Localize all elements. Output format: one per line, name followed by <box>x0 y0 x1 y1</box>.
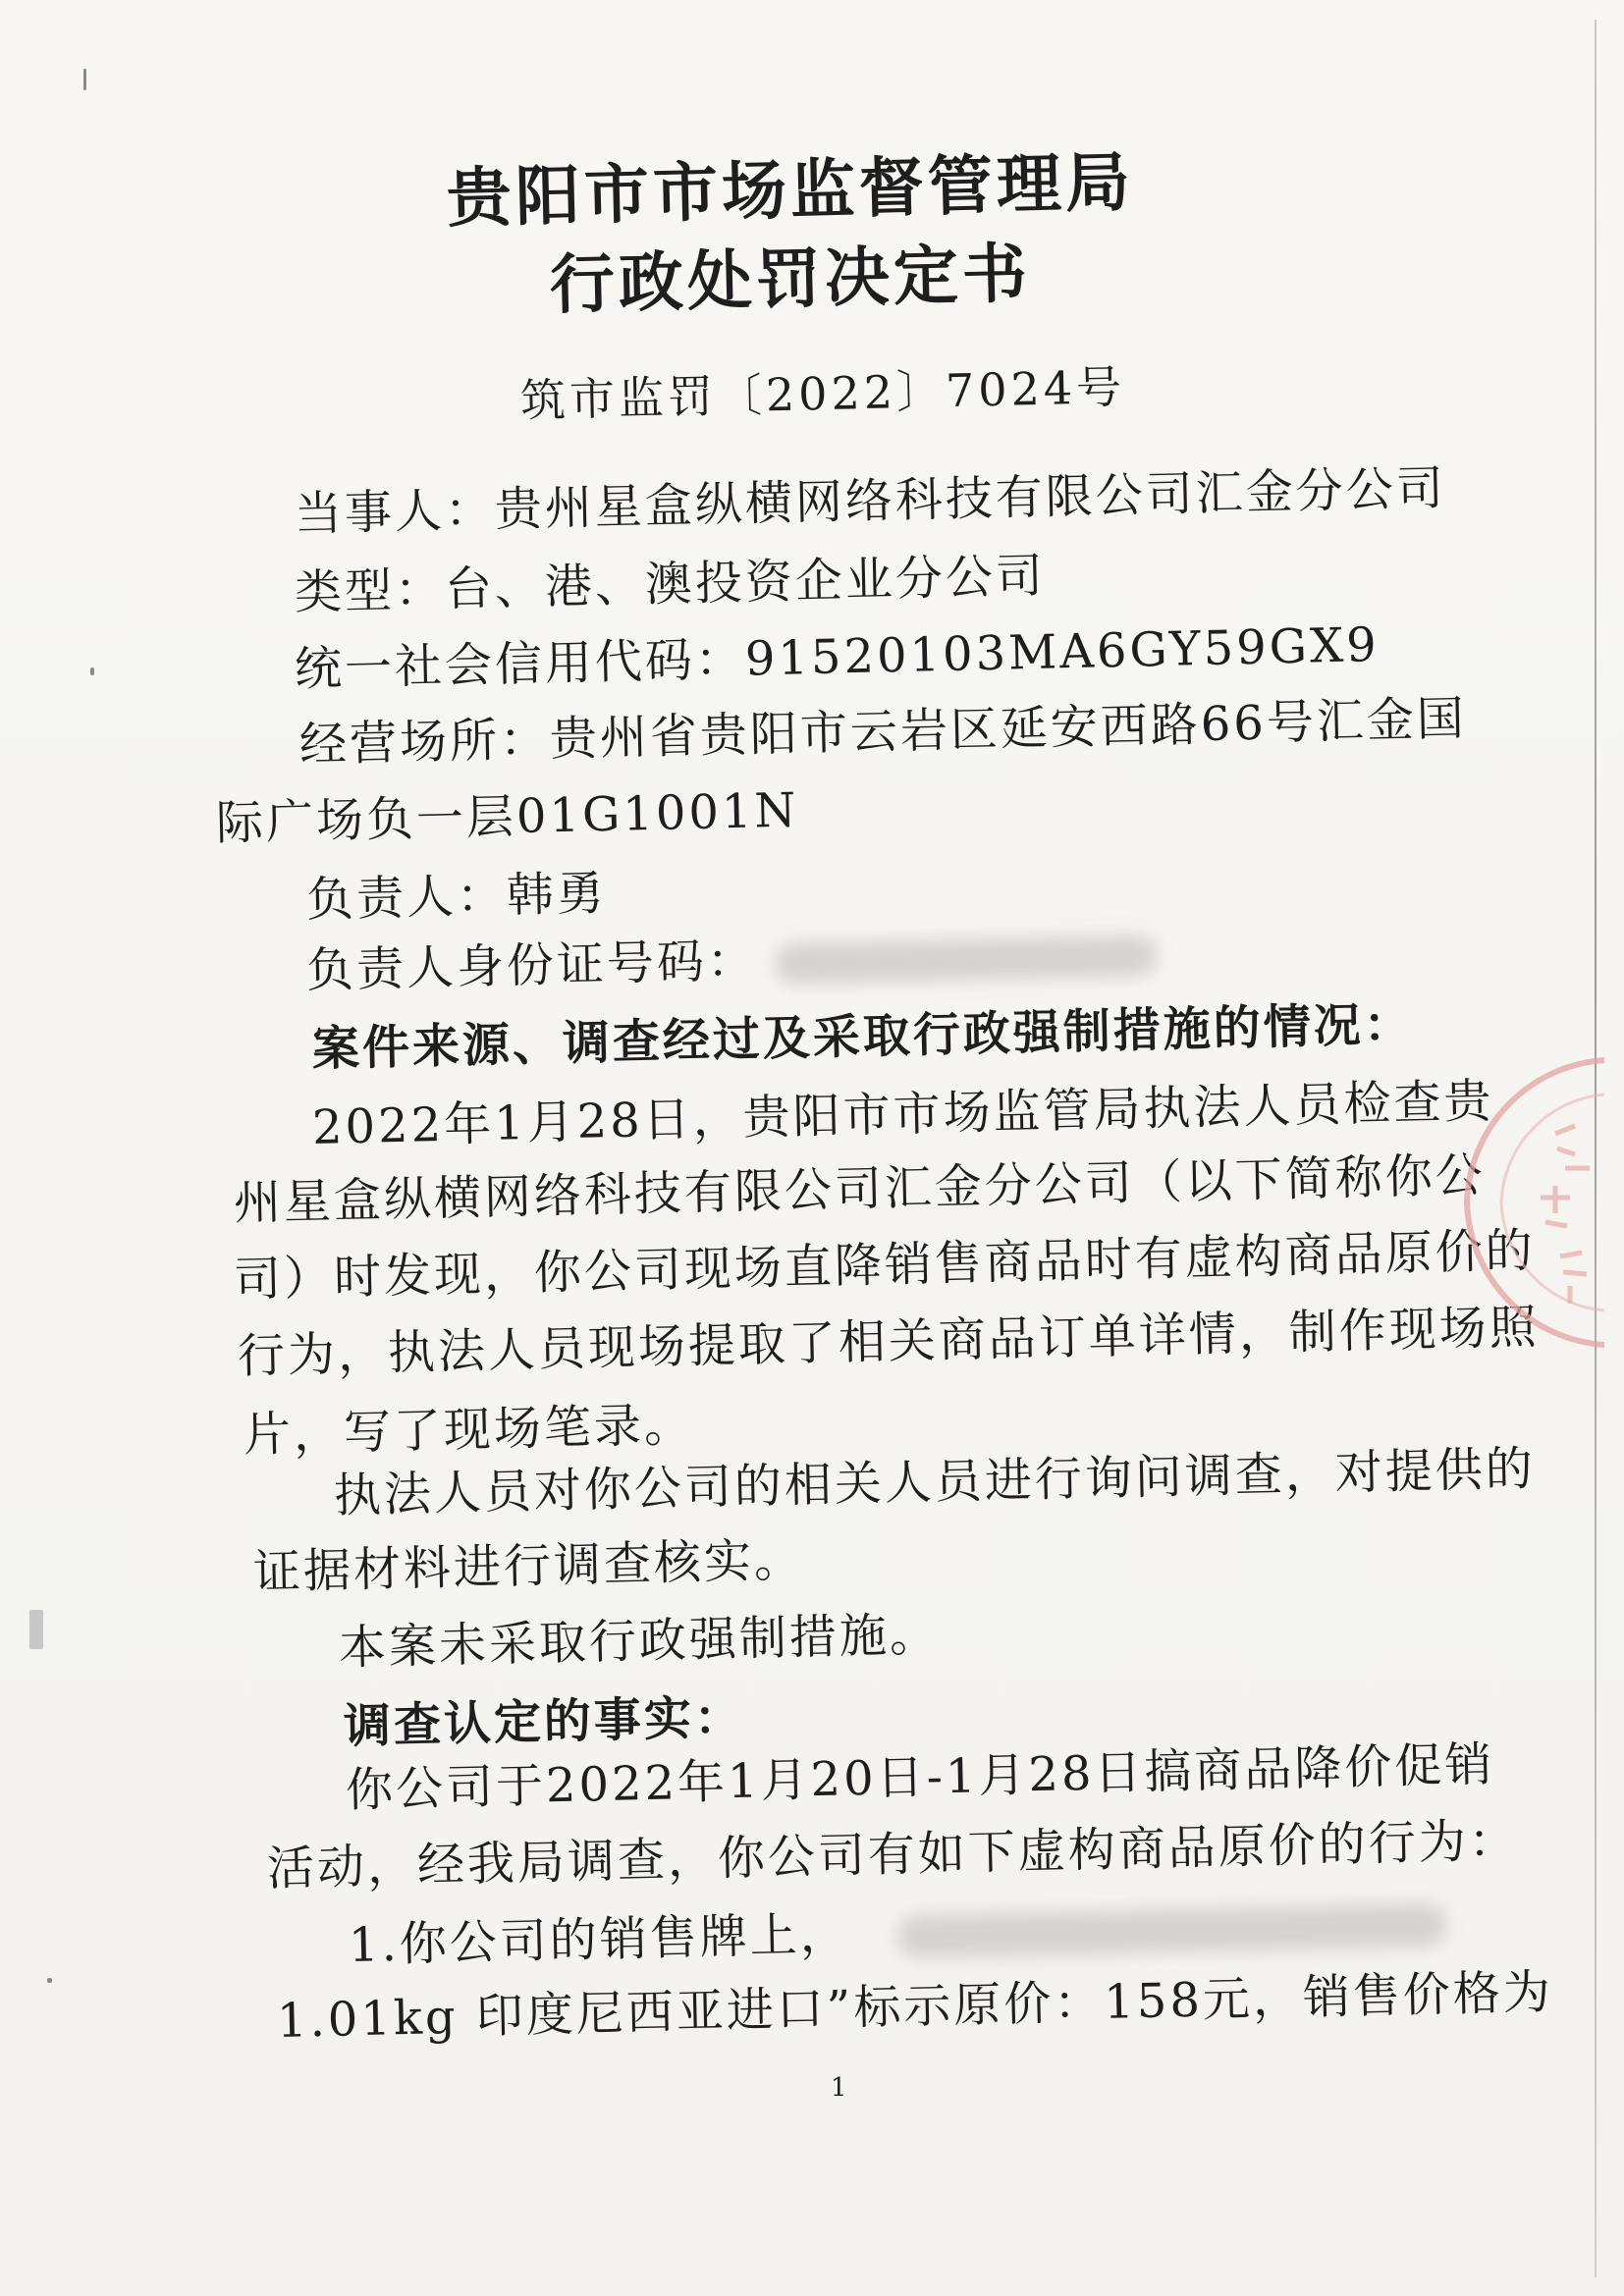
scan-speck <box>29 1610 43 1649</box>
party-name-line: 当事人：贵州星盒纵横网络科技有限公司汇金分公司 <box>294 460 1447 542</box>
scan-speck <box>90 667 94 675</box>
case-source-p2-line-1: 执法人员对你公司的相关人员进行询问调查，对提供的 <box>333 1441 1537 1523</box>
facts-p1-line-2: 活动，经我局调查，你公司有如下虚构商品原价的行为： <box>266 1813 1520 1896</box>
case-source-p1-line-1: 2022年1月28日，贵阳市市场监管局执法人员检查贵 <box>311 1073 1495 1155</box>
case-source-p2-line-2: 证据材料进行调查核实。 <box>252 1532 805 1600</box>
address-line-1: 经营场所：贵州省贵阳市云岩区延安西路66号汇金国 <box>298 691 1468 773</box>
scan-speck <box>83 69 86 90</box>
id-number-label: 负责人身份证号码： <box>305 933 758 998</box>
title-line-2: 行政处罚决定书 <box>549 236 1032 323</box>
redacted-id-number <box>775 934 1159 985</box>
id-number-line <box>305 928 1158 998</box>
scan-speck <box>47 1978 52 1983</box>
facts-heading: 调查认定的事实： <box>343 1689 745 1754</box>
case-source-p1-line-2: 州星盒纵横网络科技有限公司汇金分公司（以下简称你公 <box>233 1148 1487 1231</box>
case-source-p3: 本案未采取行政强制措施。 <box>338 1607 941 1676</box>
title-line-1: 贵阳市市场监督管理局 <box>446 143 1135 237</box>
case-source-p1-line-5: 片，写了现场笔录。 <box>243 1397 695 1463</box>
case-source-p1-line-4: 行为，执法人员现场提取了相关商品订单详情，制作现场照 <box>237 1299 1541 1384</box>
facts-item1-line-2: 1.01kg 印度尼西亚进口”标示原价：158元，销售价格为 <box>276 1964 1554 2049</box>
case-source-p1-line-3: 司）时发现，你公司现场直降销售商品时有虚构商品原价的 <box>233 1222 1537 1308</box>
case-source-heading: 案件来源、调查经过及采取行政强制措施的情况： <box>311 996 1415 1077</box>
facts-item1-line-1 <box>348 1897 1447 1971</box>
facts-item1-label: 1.你公司的销售牌上， <box>348 1906 851 1973</box>
official-seal-stamp <box>1447 1041 1604 1364</box>
responsible-person-line: 负责人：韩勇 <box>305 866 608 928</box>
credit-code-line: 统一社会信用代码：91520103MA6GY59GX9 <box>294 616 1380 697</box>
document-number: 筑市监罚〔2022〕7024号 <box>519 360 1126 427</box>
address-line-2: 际广场负一层01G1001N <box>215 782 800 851</box>
facts-p1-line-1: 你公司于2022年1月20日-1月28日搞商品降价促销 <box>345 1736 1495 1818</box>
party-type-line: 类型：台、港、澳投资企业分公司 <box>294 548 1047 620</box>
redacted-product-name <box>896 1902 1447 1958</box>
page-number: 1 <box>831 2073 847 2103</box>
